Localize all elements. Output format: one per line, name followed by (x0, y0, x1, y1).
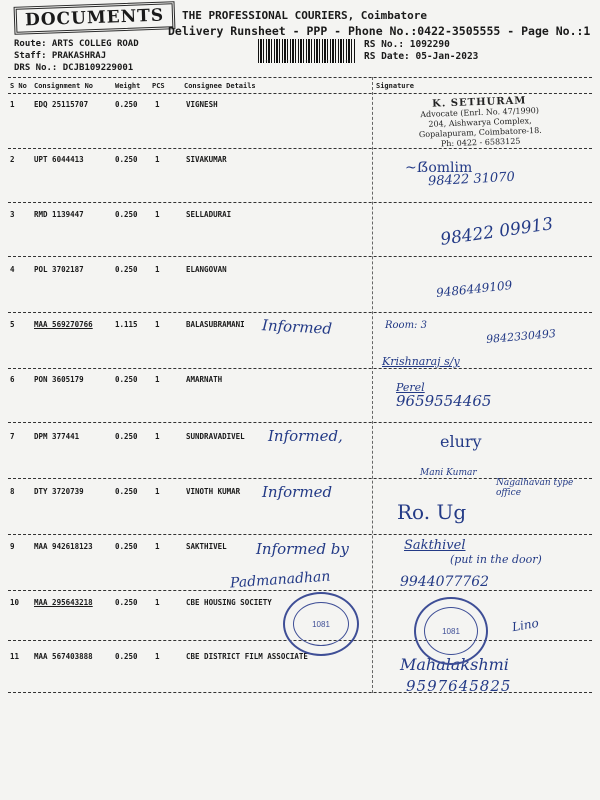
row-weight: 0.250 (115, 100, 138, 109)
row-6-receiver: Perel (396, 381, 425, 394)
row-weight: 0.250 (115, 265, 138, 274)
col-header-signature: Signature (376, 82, 414, 90)
row-consignment: EDQ 25115707 (34, 100, 89, 109)
row-consignment: DPM 377441 (34, 432, 80, 441)
row-consignee: SAKTHIVEL (186, 542, 227, 551)
row-weight: 0.250 (115, 155, 138, 164)
row-consignment: POL 3702187 (34, 265, 84, 274)
row-remark: Informed by (256, 540, 349, 558)
row-rule (8, 312, 592, 313)
row-9-phone: 9944077762 (400, 574, 490, 590)
row-rule (8, 202, 592, 203)
runsheet-title: Delivery Runsheet - PPP - Phone No.:0422-3505555 - Page No.:1 (168, 24, 591, 38)
row-consignee: CBE DISTRICT FILM ASSOCIATE (186, 652, 308, 661)
row-rule (8, 148, 592, 149)
row-11-receiver: Mahalakshmi (400, 655, 509, 674)
row-sno: 6 (10, 375, 15, 384)
col-header-sno: S No (10, 82, 27, 90)
row-rule (8, 534, 592, 535)
row-consignee: CBE HOUSING SOCIETY (186, 598, 272, 607)
row-pcs: 1 (155, 155, 160, 164)
row-consignee: SELLADURAI (186, 210, 232, 219)
row-consignee: SIVAKUMAR (186, 155, 227, 164)
stamp-line: 204, Aishwarya Complex, (428, 116, 532, 129)
row-consignment: RMD 1139447 (34, 210, 84, 219)
row-2-phone: 98422 31070 (427, 169, 516, 190)
staff: Staff: PRAKASHRAJ (14, 51, 107, 61)
row-8-signature-mark: Ro. Ug (397, 500, 467, 524)
seal-number: 1081 (424, 607, 478, 655)
signature-divider (372, 77, 373, 693)
row-consignment: DTY 3720739 (34, 487, 84, 496)
row-pcs: 1 (155, 542, 160, 551)
row-9-informed-by: Padmanadhan (229, 568, 331, 592)
stamp-line: Advocate (Enrl. No. 47/1990) (420, 105, 540, 120)
row-consignee: AMARNATH (186, 375, 223, 384)
row-sno: 11 (10, 652, 20, 661)
col-header-consignment: Consignment No (34, 82, 94, 90)
row-sno: 9 (10, 542, 15, 551)
row-8-receiver: Mani Kumar (420, 468, 477, 478)
row-pcs: 1 (155, 598, 160, 607)
row-rule (8, 256, 592, 257)
row-pcs: 1 (155, 210, 160, 219)
row-consignee: SUNDRAVADIVEL (186, 432, 245, 441)
stamp-name: K. SETHURAM (431, 95, 527, 110)
row-rule (8, 368, 592, 369)
row-7-signature-mark: elury (440, 432, 482, 451)
row-consignee: BALASUBRAMANI (186, 320, 245, 329)
row-5-room: Room: 3 (385, 320, 427, 331)
row-weight: 0.250 (115, 652, 138, 661)
row-pcs: 1 (155, 432, 160, 441)
row-5-phone: 9842330493 (485, 326, 557, 347)
row-remark: Informed (262, 483, 333, 501)
rs-number: RS No.: 1092290 (364, 39, 450, 50)
row-6-phone: 9659554465 (396, 392, 492, 410)
seal-number: 1081 (293, 602, 349, 646)
col-header-consignee: Consignee Details (184, 82, 256, 90)
row-sno: 3 (10, 210, 15, 219)
row-pcs: 1 (155, 375, 160, 384)
row-pcs: 1 (155, 100, 160, 109)
round-seal (283, 592, 359, 656)
row-11-phone: 9597645825 (406, 677, 512, 695)
row-sno: 1 (10, 100, 15, 109)
row-remark: Informed, (268, 427, 343, 445)
row-sno: 7 (10, 432, 15, 441)
row-pcs: 1 (155, 487, 160, 496)
row-sno: 2 (10, 155, 15, 164)
drs-number: DRS No.: DCJB109229001 (14, 63, 134, 73)
documents-stamp: DOCUMENTS (14, 1, 176, 35)
advocate-stamp (389, 95, 571, 151)
row-4-phone: 9486449109 (435, 278, 513, 300)
row-consignee: ELANGOVAN (186, 265, 227, 274)
row-2-signature-mark: ~ẞomlim (405, 160, 473, 176)
row-consignment: PON 3605179 (34, 375, 84, 384)
barcode (258, 39, 356, 63)
row-weight: 0.250 (115, 487, 138, 496)
row-consignment: MAA 295643218 (34, 598, 93, 607)
header-top-rule (8, 77, 592, 78)
row-sno: 10 (10, 598, 20, 607)
row-pcs: 1 (155, 265, 160, 274)
row-consignee: VIGNESH (186, 100, 218, 109)
row-10-signature: Lino (510, 615, 540, 635)
row-consignment: MAA 569270766 (34, 320, 93, 329)
row-3-phone: 98422 09913 (439, 214, 555, 250)
company-name: THE PROFESSIONAL COURIERS, Coimbatore (182, 9, 428, 22)
row-weight: 0.250 (115, 375, 138, 384)
row-9-receiver: Sakthivel (404, 538, 466, 553)
row-weight: 0.250 (115, 598, 138, 607)
row-weight: 0.250 (115, 432, 138, 441)
row-sno: 4 (10, 265, 15, 274)
row-remark: Informed (261, 316, 333, 338)
row-weight: 1.115 (115, 320, 138, 329)
header-bottom-rule (8, 93, 592, 94)
row-5-receiver: Krishnaraj s/y (382, 355, 460, 368)
row-9-note: (put in the door) (450, 553, 542, 566)
row-sno: 8 (10, 487, 15, 496)
row-sno: 5 (10, 320, 15, 329)
rs-date: RS Date: 05-Jan-2023 (364, 51, 479, 62)
row-consignment: MAA 942618123 (34, 542, 93, 551)
route: Route: ARTS COLLEG ROAD (14, 39, 139, 49)
row-consignment: UPT 6044413 (34, 155, 84, 164)
row-consignee: VINOTH KUMAR (186, 487, 241, 496)
row-8-note: Nagalhavan type office (496, 478, 574, 498)
stamp-line: Ph: 0422 - 6583125 (440, 136, 521, 149)
row-consignment: MAA 567403888 (34, 652, 93, 661)
col-header-weight: Weight (115, 82, 141, 90)
stamp-line: Gopalapuram, Coimbatore-18. (418, 125, 542, 140)
round-seal (414, 597, 488, 665)
col-header-pcs: PCS (152, 82, 165, 90)
row-pcs: 1 (155, 320, 160, 329)
row-rule (8, 590, 592, 591)
row-pcs: 1 (155, 652, 160, 661)
row-weight: 0.250 (115, 542, 138, 551)
row-weight: 0.250 (115, 210, 138, 219)
row-rule (8, 422, 592, 423)
